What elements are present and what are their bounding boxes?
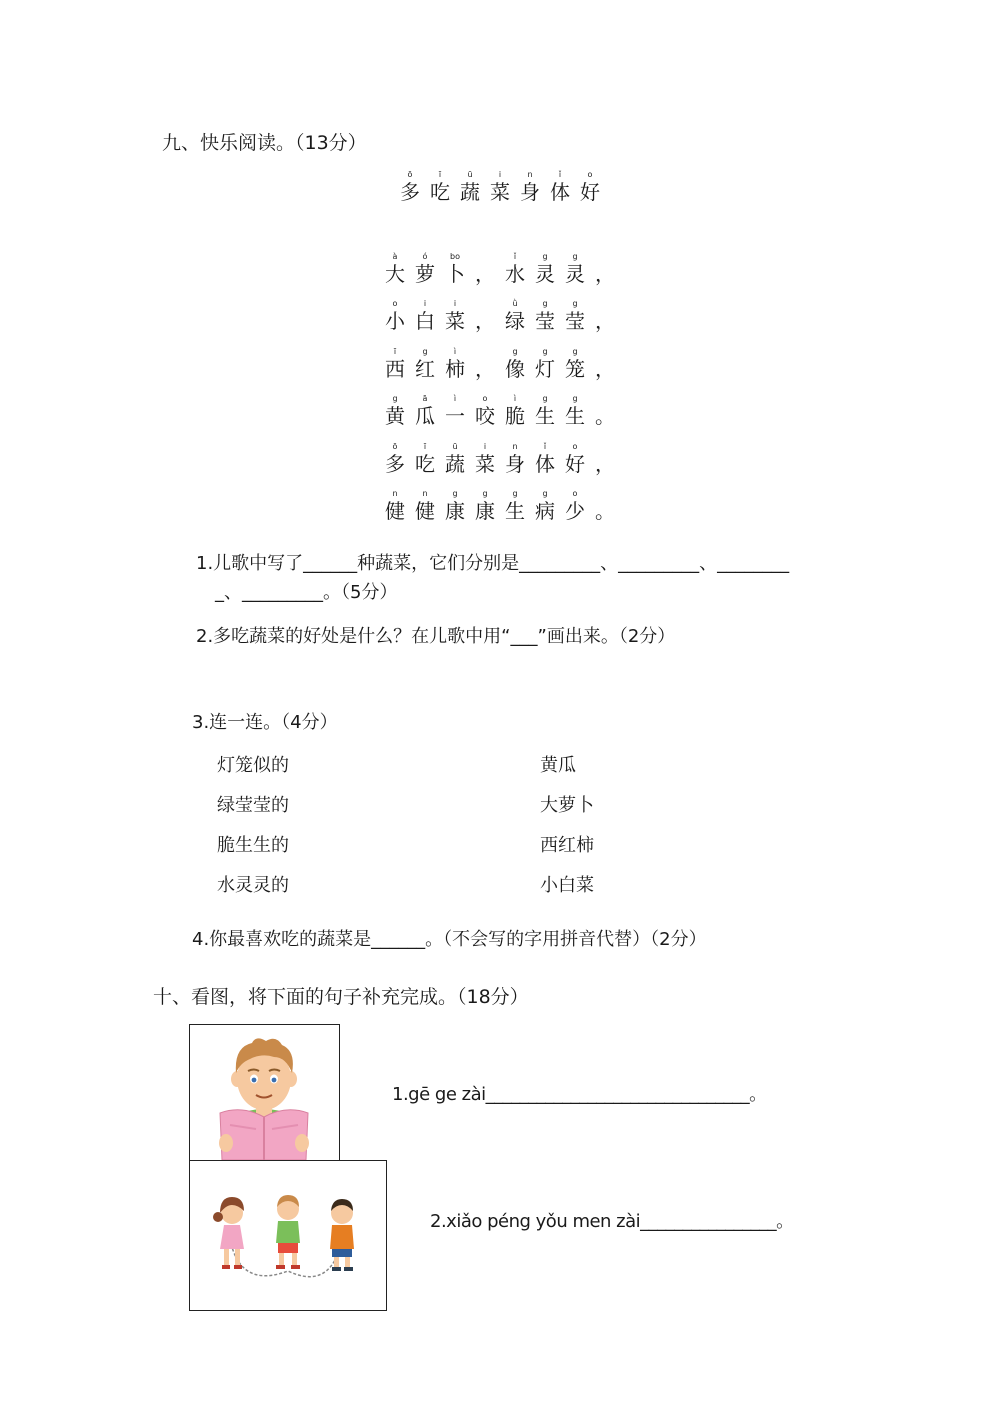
pinyin-mark: g: [572, 251, 578, 261]
poem-character: [440, 251, 470, 286]
hanzi: ，: [595, 451, 615, 476]
match-right-item[interactable]: 小白菜: [540, 875, 594, 896]
hanzi: ，: [595, 356, 615, 381]
hanzi: 身: [505, 451, 525, 476]
pinyin-mark: ǐ: [558, 170, 562, 179]
match-right-item[interactable]: 大萝卜: [540, 795, 594, 816]
picture-kids-jump-rope: [189, 1160, 387, 1311]
pinyin-mark: ì: [453, 346, 457, 356]
pinyin-mark: i: [483, 441, 487, 451]
hanzi: 像: [505, 356, 525, 381]
hanzi: 菜: [490, 180, 510, 204]
poem-line: [380, 381, 620, 429]
hanzi: 灵: [535, 261, 555, 286]
hanzi: 柿: [445, 356, 465, 381]
poem-line: [380, 333, 620, 381]
hanzi: ，: [595, 309, 615, 333]
hanzi: 吃: [415, 451, 435, 476]
pinyin-mark: ǐ: [513, 251, 517, 261]
poem-character: [530, 346, 560, 381]
pinyin-mark: o: [587, 170, 593, 179]
pinyin-mark: g: [542, 394, 548, 403]
poem-character: [410, 299, 440, 333]
poem-character: [440, 394, 470, 428]
poem-character: [380, 346, 410, 381]
poem-character: [455, 170, 485, 204]
pinyin-mark: bo: [450, 251, 460, 261]
poem-character: [500, 346, 530, 381]
poem-character: [530, 299, 560, 333]
hanzi: 灯: [535, 356, 555, 381]
hanzi: 吃: [430, 180, 450, 204]
poem-title: [380, 170, 620, 204]
poem-character: [380, 251, 410, 286]
question-1-line-1: 1.儿歌中写了______种蔬菜，它们分别是_________、_________、________: [196, 553, 790, 574]
girl-figure: [213, 1197, 244, 1269]
hanzi: 蔬: [460, 180, 480, 204]
poem-character: [470, 309, 500, 333]
picture-boy-reading: [189, 1024, 340, 1162]
poem-character: [500, 299, 530, 333]
sentence-1-blank[interactable]: 1.gē ge zài_______________________________。: [392, 1084, 767, 1105]
pinyin-mark: g: [542, 251, 548, 261]
match-left-item[interactable]: 绿莹莹的: [217, 795, 289, 816]
poem-character: [560, 346, 590, 381]
hanzi: 黄: [385, 404, 405, 428]
poem-character: [470, 441, 500, 476]
pinyin-mark: o: [572, 489, 578, 498]
poem-character: [410, 441, 440, 476]
poem-character: [590, 262, 620, 286]
poem-character: [590, 357, 620, 381]
hanzi: 少: [565, 499, 585, 523]
poem-character: [560, 251, 590, 286]
match-right-item[interactable]: 黄瓜: [540, 755, 576, 776]
hanzi: 体: [550, 180, 570, 204]
pinyin-mark: i: [453, 299, 457, 308]
pinyin-mark: g: [572, 394, 578, 403]
poem-character: [380, 394, 410, 428]
poem-character: [500, 394, 530, 428]
poem-character: [470, 357, 500, 381]
pinyin-mark: g: [512, 489, 518, 498]
hanzi: 西: [385, 356, 405, 381]
hanzi: 瓜: [415, 404, 435, 428]
hanzi: 小: [385, 309, 405, 333]
pinyin-mark: ǐ: [543, 441, 547, 451]
poem-body: [380, 238, 620, 523]
hanzi: 大: [385, 261, 405, 286]
poem-character: [395, 170, 425, 204]
pinyin-mark: g: [542, 489, 548, 498]
hanzi: 一: [445, 404, 465, 428]
hanzi: ，: [475, 309, 495, 333]
poem-character: [380, 489, 410, 523]
pinyin-mark: ì: [513, 394, 517, 403]
pinyin-mark: ī: [393, 346, 397, 356]
hanzi: 生: [505, 499, 525, 523]
poem-character: [380, 441, 410, 476]
poem-character: [440, 489, 470, 523]
hanzi: 。: [595, 404, 615, 428]
hanzi: 菜: [475, 451, 495, 476]
hanzi: 白: [415, 309, 435, 333]
poem-character: [485, 170, 515, 204]
poem-character: [560, 489, 590, 523]
pinyin-mark: ū: [452, 441, 458, 451]
pinyin-mark: i: [423, 299, 427, 308]
pinyin-mark: n: [527, 170, 533, 179]
poem-character: [470, 489, 500, 523]
pinyin-mark: ū: [467, 170, 473, 179]
hanzi: 体: [535, 451, 555, 476]
pinyin-mark: g: [572, 346, 578, 356]
poem-character: [560, 394, 590, 428]
pinyin-mark: g: [482, 489, 488, 498]
hanzi: 多: [400, 180, 420, 204]
hanzi: 好: [565, 451, 585, 476]
section-nine-title: 九、快乐阅读。（13分）: [162, 132, 367, 154]
hanzi: 卜: [445, 261, 465, 286]
hanzi: 多: [385, 451, 405, 476]
poem-character: [590, 309, 620, 333]
poem-character: [515, 170, 545, 204]
hanzi: 身: [520, 180, 540, 204]
pinyin-mark: à: [392, 251, 398, 261]
poem-character: [530, 441, 560, 476]
hanzi: 灵: [565, 261, 585, 286]
poem-character: [470, 262, 500, 286]
pinyin-mark: g: [512, 346, 518, 356]
question-1-line-2: _、_________。（5分）: [215, 582, 398, 603]
pinyin-mark: g: [392, 394, 398, 403]
hanzi: 康: [445, 499, 465, 523]
jump-rope-illustration: [190, 1161, 385, 1309]
boy-pupil: [252, 1078, 257, 1083]
hanzi: 健: [385, 499, 405, 523]
pinyin-mark: ō: [392, 441, 398, 451]
hanzi: 莹: [535, 309, 555, 333]
hanzi: 笼: [565, 356, 585, 381]
pinyin-mark: n: [422, 489, 428, 498]
poem-character: [575, 170, 605, 204]
poem-character: [560, 299, 590, 333]
poem-character: [470, 394, 500, 428]
hanzi: 生: [535, 404, 555, 428]
pinyin-mark: g: [542, 346, 548, 356]
poem-character: [530, 489, 560, 523]
poem-character: [590, 499, 620, 523]
match-left-item[interactable]: 水灵灵的: [217, 875, 289, 896]
hanzi: 。: [595, 499, 615, 523]
pinyin-mark: g: [422, 346, 428, 356]
hanzi: 好: [580, 180, 600, 204]
poem-line: [380, 238, 620, 286]
hanzi: 水: [505, 261, 525, 286]
poem-character: [410, 346, 440, 381]
hanzi: 病: [535, 499, 555, 523]
section-ten-title: 十、看图，将下面的句子补充完成。（18分）: [153, 986, 529, 1008]
pinyin-mark: ī: [423, 441, 427, 451]
pinyin-mark: ì: [453, 394, 457, 403]
poem-character: [590, 452, 620, 476]
poem-character: [410, 394, 440, 428]
match-right-item[interactable]: 西红柿: [540, 835, 594, 856]
hanzi: 莹: [565, 309, 585, 333]
pinyin-mark: ī: [438, 170, 442, 179]
poem-character: [425, 170, 455, 204]
sentence-2-blank[interactable]: 2.xiǎo péng yǒu men zài________________。: [430, 1211, 794, 1232]
hanzi: 咬: [475, 404, 495, 428]
right-boy-figure: [330, 1199, 354, 1271]
hanzi: 康: [475, 499, 495, 523]
poem-character: [440, 346, 470, 381]
poem-character: [500, 441, 530, 476]
hanzi: 萝: [415, 261, 435, 286]
poem-character: [410, 251, 440, 286]
poem-character: [545, 170, 575, 204]
pinyin-mark: o: [392, 299, 398, 308]
pinyin-mark: g: [572, 299, 578, 308]
poem-character: [530, 251, 560, 286]
poem-line: [380, 476, 620, 524]
hanzi: 健: [415, 499, 435, 523]
question-3: 3.连一连。（4分）: [192, 712, 338, 733]
hanzi: 脆: [505, 404, 525, 428]
question-4: 4.你最喜欢吃的蔬菜是______。（不会写的字用拼音代替）（2分）: [192, 929, 707, 950]
poem-character: [590, 404, 620, 428]
hanzi: ，: [475, 261, 495, 286]
pinyin-mark: i: [498, 170, 502, 179]
hanzi: 蔬: [445, 451, 465, 476]
poem-line: [380, 286, 620, 334]
boy-hand: [219, 1134, 233, 1152]
poem-character: [440, 299, 470, 333]
pinyin-mark: ā: [422, 394, 428, 403]
boy-hand: [295, 1134, 309, 1152]
middle-boy-figure: [276, 1195, 300, 1269]
pinyin-mark: g: [452, 489, 458, 498]
poem-character: [500, 489, 530, 523]
match-left-item[interactable]: 脆生生的: [217, 835, 289, 856]
pinyin-mark: o: [572, 441, 578, 451]
poem-character: [530, 394, 560, 428]
poem-character: [500, 251, 530, 286]
hanzi: 菜: [445, 309, 465, 333]
poem-character: [440, 441, 470, 476]
poem-character: [560, 441, 590, 476]
boy-pupil: [272, 1078, 277, 1083]
poem-character: [380, 299, 410, 333]
pinyin-mark: o: [482, 394, 488, 403]
poem-line: [380, 428, 620, 476]
hanzi: ，: [475, 356, 495, 381]
pinyin-mark: ó: [422, 251, 428, 261]
hanzi: ，: [595, 261, 615, 286]
question-2: 2.多吃蔬菜的好处是什么？在儿歌中用“___”画出来。（2分）: [196, 626, 676, 647]
pinyin-mark: n: [392, 489, 398, 498]
hanzi: 红: [415, 356, 435, 381]
poem-character: [410, 489, 440, 523]
match-left-item[interactable]: 灯笼似的: [217, 755, 289, 776]
pinyin-mark: g: [542, 299, 548, 308]
boy-reading-illustration: [190, 1025, 338, 1160]
pinyin-mark: ǜ: [512, 299, 518, 308]
hanzi: 绿: [505, 309, 525, 333]
pinyin-mark: ō: [407, 170, 413, 179]
pinyin-mark: n: [512, 441, 518, 451]
hanzi: 生: [565, 404, 585, 428]
